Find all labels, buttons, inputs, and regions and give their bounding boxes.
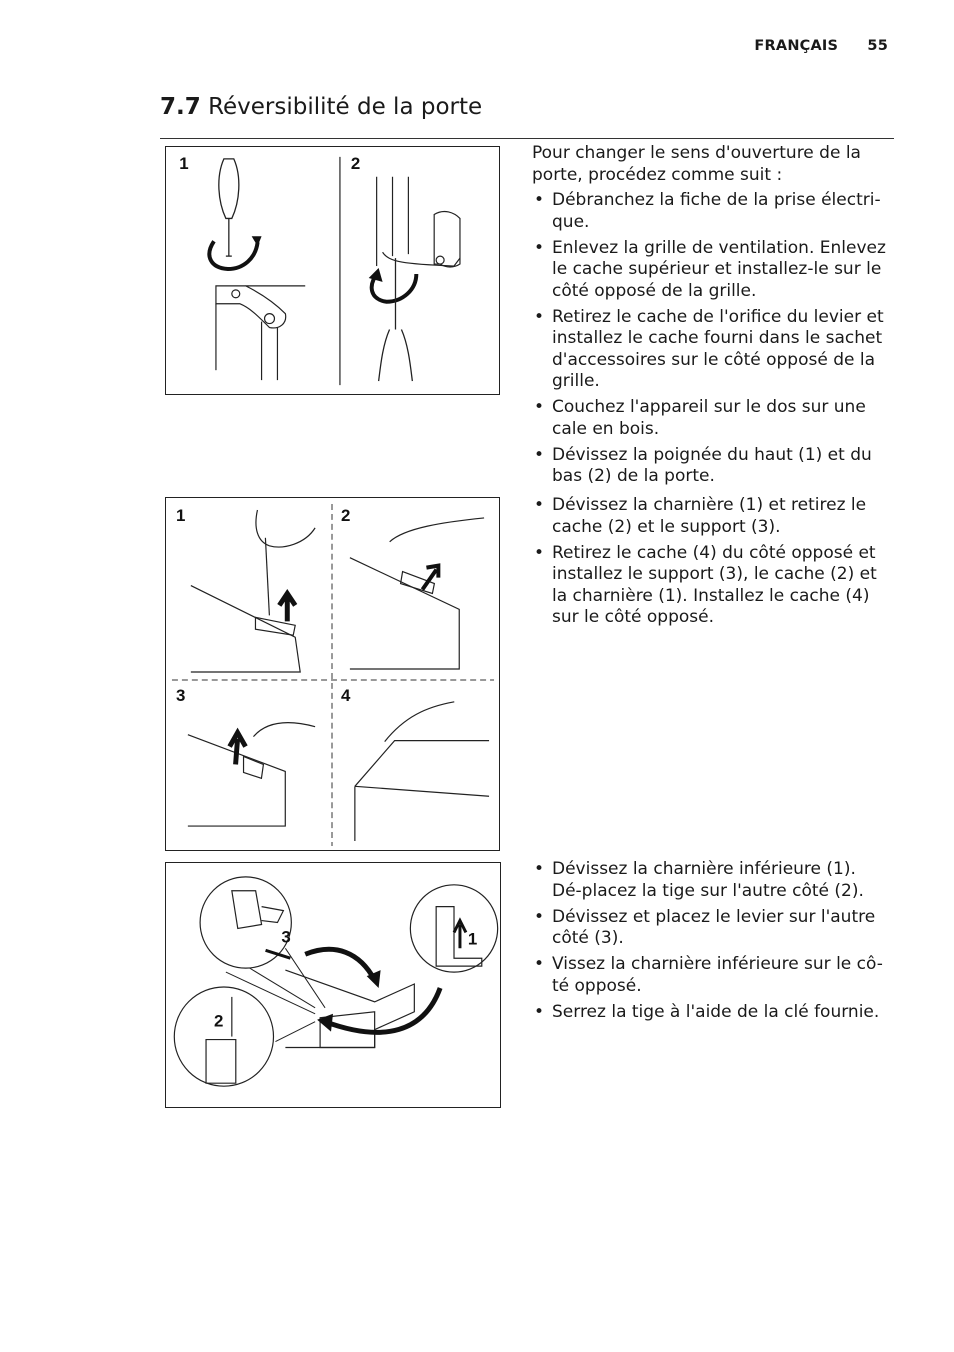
steps-list-3 (532, 859, 887, 1023)
screwdriver-icon-2 (379, 258, 413, 381)
fig2-label-3: 3 (175, 685, 186, 705)
section-number: 7.7 (160, 94, 201, 120)
up-arrow-icon (279, 593, 295, 621)
steps-list-1 (532, 190, 887, 488)
figure-handle-removal (165, 146, 500, 395)
fridge-top-icon-2 (350, 558, 459, 669)
rotate-arrow-icon (209, 241, 257, 269)
figure-bottom-hinge (165, 862, 501, 1108)
list-item: • Retirez le cache (4) du côté opposé et installez le support (3), le cache (2) et la charnière (1). Installez le cache (4) sur le côté opposé. (532, 543, 887, 629)
fig3-label-2: 2 (213, 1011, 224, 1031)
text-block-3 (532, 859, 887, 1028)
section-title (160, 94, 482, 120)
screwdriver-icon (219, 159, 239, 256)
right-arrow-icon (266, 950, 291, 958)
fig2-label-2: 2 (340, 505, 351, 525)
list-item: • Débranchez la fiche de la prise électri-que. (532, 190, 887, 233)
door-bottom-icon (377, 177, 460, 267)
door-corner-icon (216, 286, 305, 380)
list-item: • Retirez le cache de l'orifice du levier et installez le cache fourni dans le sachet d'accessoires sur le côté opposé de la grille. (532, 307, 887, 393)
fig2-label-1: 1 (175, 505, 186, 525)
list-item: • Dévissez la charnière (1) et retirez le cache (2) et le support (3). (532, 495, 887, 538)
page-header (754, 38, 888, 54)
list-item: • Couchez l'appareil sur le dos sur une cale en bois. (532, 397, 887, 440)
fig3-label-1: 1 (467, 929, 478, 949)
list-item: • Enlevez la grille de ventilation. Enlevez le cache supérieur et installez-le sur le côté opposé de la grille. (532, 238, 887, 303)
list-item: • Dévissez la charnière inférieure (1). Dé-placez la tige sur l'autre côté (2). (532, 859, 887, 902)
intro-paragraph: Pour changer le sens d'ouverture de la porte, procédez comme suit : (532, 143, 861, 185)
hand-icon-4 (385, 702, 455, 742)
up-arrow-icon-2 (422, 566, 438, 590)
hand-icon-3 (253, 723, 315, 737)
hand-icon (256, 510, 315, 547)
fig1-label-1: 1 (179, 153, 189, 173)
text-block-1 (532, 143, 887, 492)
section-title-text: Réversibilité de la porte (208, 94, 483, 120)
leader-line (226, 968, 315, 1014)
steps-list-2 (532, 495, 887, 629)
fridge-top-icon-4 (355, 741, 489, 841)
list-item: • Serrez la tige à l'aide de la clé fournie. (532, 1002, 887, 1024)
screwdriver-icon-3 (265, 538, 269, 616)
lever-tab-icon (262, 907, 284, 923)
detail-circle-pin (174, 987, 273, 1086)
up-arrow-icon-4 (454, 921, 466, 949)
language-label: FRANÇAIS (754, 38, 839, 54)
list-item: • Vissez la charnière inférieure sur le cô-té opposé. (532, 954, 887, 997)
leader-line-2 (275, 948, 325, 1041)
fig2-label-4: 4 (340, 685, 351, 705)
title-rule (160, 138, 894, 139)
bottom-hinge-illustration (166, 863, 500, 1107)
fig3-label-3: 3 (281, 927, 291, 947)
text-block-2 (532, 495, 887, 633)
page-number: 55 (867, 38, 888, 54)
curved-arrow-icon (305, 949, 374, 980)
fig1-label-2: 2 (350, 153, 361, 173)
handle-removal-illustration (166, 147, 499, 394)
lever-icon (232, 891, 262, 929)
figure-top-hinge (165, 497, 500, 851)
pin-bracket-icon (206, 1040, 236, 1084)
list-item: • Dévissez et placez le levier sur l'autre côté (3). (532, 907, 887, 950)
hand-icon-2 (390, 518, 484, 542)
list-item: • Dévissez la poignée du haut (1) et du bas (2) de la porte. (532, 445, 887, 488)
top-hinge-illustration (166, 498, 499, 850)
